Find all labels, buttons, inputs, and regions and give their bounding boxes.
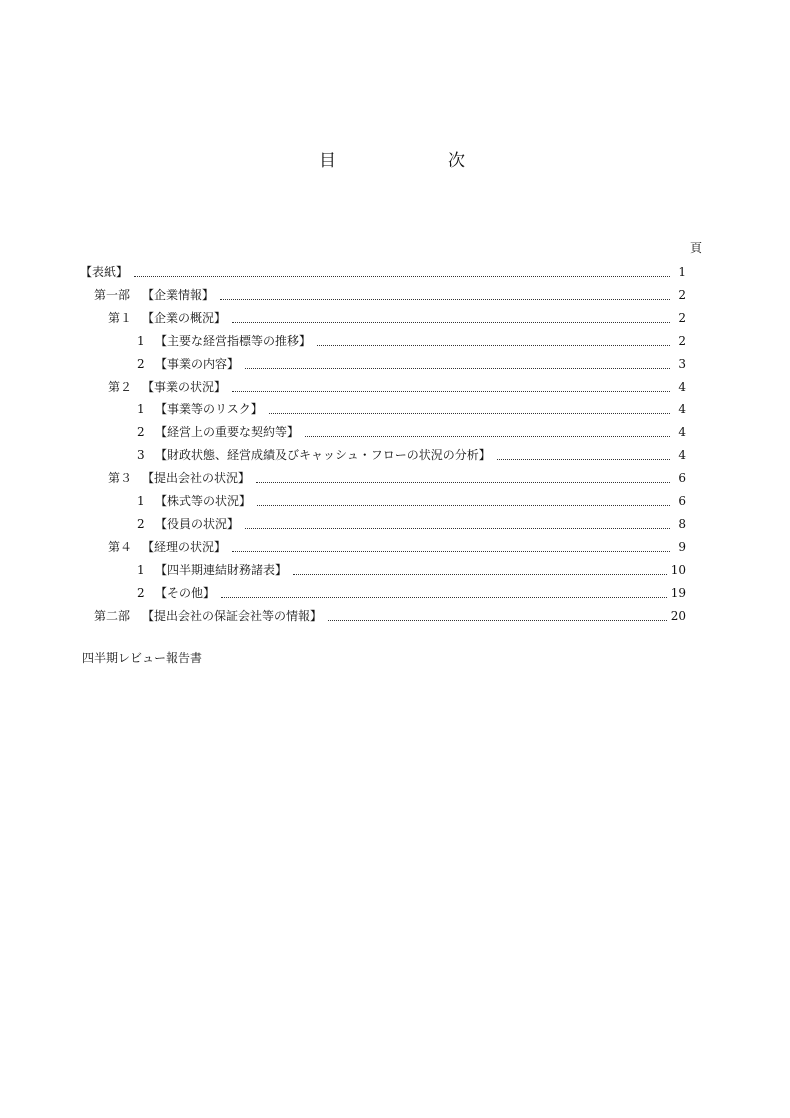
toc-entry-number: 1 (137, 333, 145, 348)
toc-entry[interactable] (137, 514, 686, 532)
toc-entry-label: 【企業情報】 (142, 287, 215, 302)
dot-leader (232, 381, 670, 395)
toc-entry-number: 第３ (108, 471, 133, 486)
toc-entry[interactable] (137, 422, 686, 440)
toc-entry-number: 2 (137, 425, 145, 440)
dot-leader (305, 426, 670, 440)
toc-entry-page: 4 (678, 379, 686, 394)
toc-entry-label: 【主要な経営指標等の推移】 (155, 333, 312, 348)
toc-entry-label: 【表紙】 (80, 265, 129, 279)
page-column-header: 頁 (690, 241, 703, 255)
toc-entry-number: 第２ (108, 379, 133, 394)
dot-leader (257, 495, 670, 509)
toc-entry-page: 2 (678, 287, 686, 302)
toc-entry-page: 4 (678, 448, 686, 463)
toc-entry-label: 【四半期連結財務諸表】 (155, 562, 288, 577)
toc-entry[interactable] (137, 583, 686, 601)
toc-entry-label: 【企業の概況】 (142, 310, 227, 325)
dot-leader (245, 518, 670, 532)
toc-entry[interactable] (108, 537, 686, 555)
dot-leader (232, 312, 670, 326)
dot-leader (293, 564, 667, 578)
toc-entry[interactable] (94, 285, 686, 303)
toc-entry-page: 2 (678, 333, 686, 348)
toc-entry-label: 【経営上の重要な契約等】 (155, 425, 300, 440)
toc-entry-page: 10 (670, 562, 686, 577)
dot-leader (269, 403, 670, 417)
dot-leader (317, 335, 670, 349)
title-char-2: 次 (448, 151, 465, 171)
toc-entry-page: 2 (678, 310, 686, 325)
toc-entry-label: 【役員の状況】 (155, 516, 240, 531)
toc-entry-label: 【事業の内容】 (155, 356, 240, 371)
toc-entry-number: 第１ (108, 310, 133, 325)
toc-entry-label: 【財政状態、経営成績及びキャッシュ・フローの状況の分析】 (155, 448, 491, 463)
toc-entry-label: 【株式等の状況】 (155, 494, 252, 508)
toc-entry[interactable] (94, 606, 686, 624)
toc-entry[interactable] (108, 468, 686, 486)
toc-entry-number: 2 (137, 516, 145, 531)
footer-note: 四半期レビュー報告書 (82, 651, 203, 665)
toc-entry-page: 4 (678, 402, 686, 417)
toc-entry-label: 【事業等のリスク】 (155, 402, 263, 417)
toc-entry-page: 8 (678, 516, 686, 531)
toc-entry[interactable] (137, 560, 686, 578)
toc-entry-page: 4 (678, 425, 686, 440)
toc-entry-number: 2 (137, 356, 145, 371)
toc-entry-number: 3 (137, 448, 145, 463)
toc-entry-number: 1 (137, 562, 145, 577)
toc-entry-page: 3 (678, 356, 686, 371)
toc-entry-page: 6 (678, 471, 686, 486)
toc-entry-page: 9 (678, 539, 686, 554)
dot-leader (220, 289, 670, 303)
toc-entry[interactable] (137, 445, 686, 463)
toc-entry[interactable] (137, 491, 686, 509)
toc-entry-label: 【提出会社の保証会社等の情報】 (142, 608, 323, 623)
toc-entry[interactable] (80, 262, 686, 280)
toc-entry-number: 第４ (108, 539, 133, 554)
toc-entry-number: 1 (137, 402, 145, 417)
toc-entry-page: 20 (670, 608, 686, 623)
dot-leader (134, 266, 670, 280)
toc-entry-page: 19 (670, 585, 686, 600)
toc-entry-label: 【提出会社の状況】 (142, 471, 251, 486)
toc-entry-number: 2 (137, 585, 145, 600)
toc-entry-page: 6 (678, 494, 686, 508)
toc-entry[interactable] (137, 331, 686, 349)
dot-leader (497, 449, 670, 463)
toc-entry-label: 【その他】 (155, 585, 216, 600)
toc-entry[interactable] (108, 377, 686, 395)
toc-entry[interactable] (108, 308, 686, 326)
toc-entry-label: 【事業の状況】 (142, 379, 227, 394)
dot-leader (245, 358, 670, 372)
toc-entry-page: 1 (678, 265, 686, 279)
toc-entry-number: 1 (137, 494, 145, 508)
dot-leader (232, 541, 670, 555)
toc-entry-label: 【経理の状況】 (142, 539, 227, 554)
toc-entry[interactable] (137, 354, 686, 372)
dot-leader (256, 472, 670, 486)
toc-entry-number: 第二部 (94, 608, 131, 623)
dot-leader (328, 610, 667, 624)
toc-entry[interactable] (137, 399, 686, 417)
toc-entry-number: 第一部 (94, 287, 131, 302)
title-char-1: 目 (319, 151, 336, 171)
dot-leader (221, 587, 667, 601)
